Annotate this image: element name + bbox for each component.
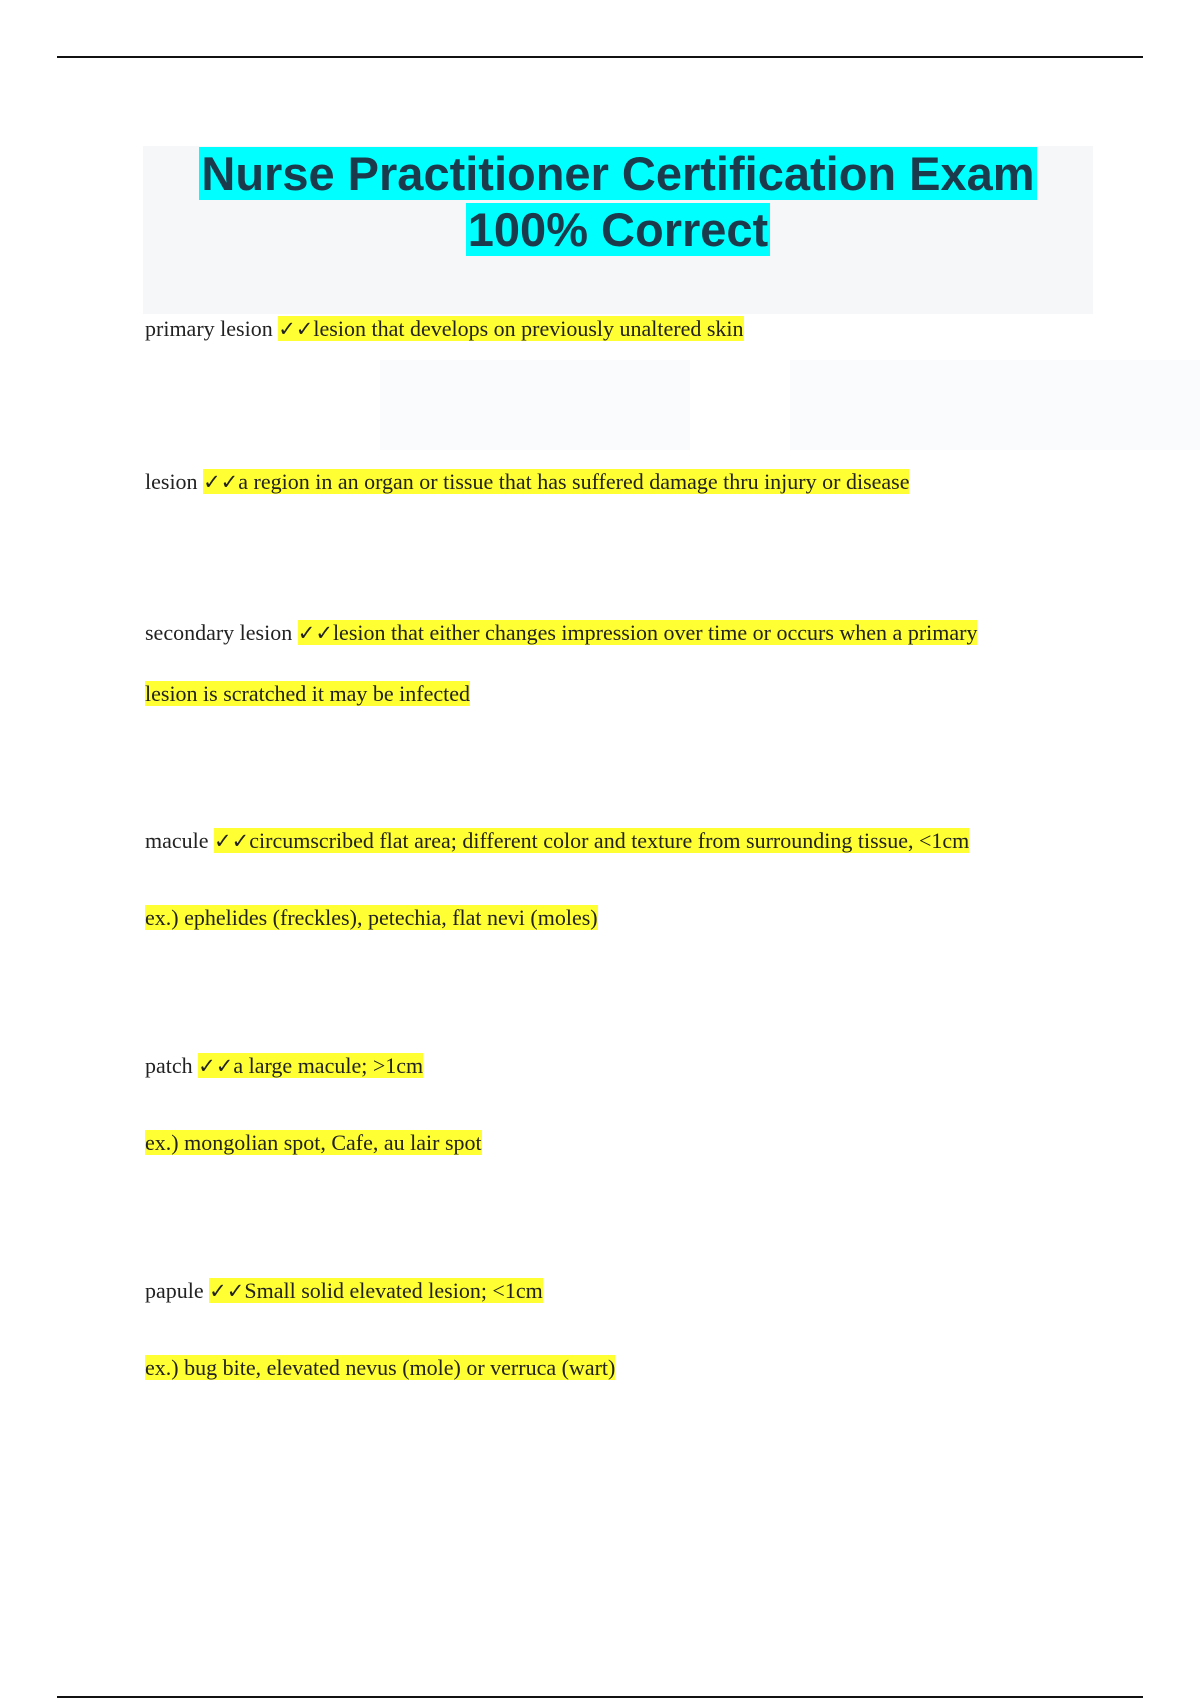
double-check-icon: ✓✓: [209, 1279, 245, 1303]
entry-papule: [145, 1276, 1145, 1306]
term: macule: [145, 828, 209, 853]
definition-highlight: [209, 1278, 543, 1303]
definition-highlight: [203, 469, 909, 494]
definition: a large macule; >1cm: [233, 1053, 424, 1078]
entry-papule-example: [145, 1353, 1145, 1383]
term: papule: [145, 1278, 204, 1303]
definition: lesion that develops on previously unaltered skin: [313, 316, 744, 341]
entry-secondary-lesion: [145, 618, 1145, 648]
definition: lesion that either changes impression over time or occurs when a primary: [332, 620, 978, 645]
double-check-icon: ✓✓: [297, 621, 333, 645]
definition-highlight: [198, 1053, 423, 1078]
page-title: [143, 146, 1093, 258]
entry-secondary-lesion-continued: [145, 679, 1145, 709]
entry-primary-lesion: [145, 314, 1145, 344]
term: lesion: [145, 469, 198, 494]
term: secondary lesion: [145, 620, 293, 645]
double-check-icon: ✓✓: [203, 470, 239, 494]
continuation: lesion is scratched it may be infected: [145, 681, 470, 706]
entry-macule-example: [145, 903, 1145, 933]
definition: a region in an organ or tissue that has suffered damage thru injury or disease: [238, 469, 910, 494]
entry-macule: [145, 826, 1145, 856]
continuation: ex.) bug bite, elevated nevus (mole) or verruca (wart): [145, 1355, 616, 1380]
top-rule: [57, 56, 1143, 58]
entry-patch: [145, 1051, 1145, 1081]
term: patch: [145, 1053, 193, 1078]
continuation: ex.) ephelides (freckles), petechia, flat nevi (moles): [145, 905, 598, 930]
term: primary lesion: [145, 316, 273, 341]
definition-highlight: [214, 828, 969, 853]
title-line-1: Nurse Practitioner Certification Exam: [201, 147, 1035, 200]
bottom-rule: [57, 1696, 1143, 1698]
faint-artifact: [790, 360, 1200, 450]
definition: Small solid elevated lesion; <1cm: [244, 1278, 543, 1303]
title-block: [143, 146, 1093, 314]
double-check-icon: ✓✓: [214, 829, 250, 853]
double-check-icon: ✓✓: [278, 317, 314, 341]
definition-highlight: [298, 620, 978, 645]
continuation: ex.) mongolian spot, Cafe, au lair spot: [145, 1130, 482, 1155]
entry-lesion: [145, 467, 1145, 497]
definition: circumscribed flat area; different color and texture from surrounding tissue, <1cm: [249, 828, 970, 853]
double-check-icon: ✓✓: [198, 1054, 234, 1078]
definition-highlight: [278, 316, 743, 341]
entry-patch-example: [145, 1128, 1145, 1158]
title-line-2: 100% Correct: [467, 203, 769, 256]
faint-artifact: [380, 360, 690, 450]
